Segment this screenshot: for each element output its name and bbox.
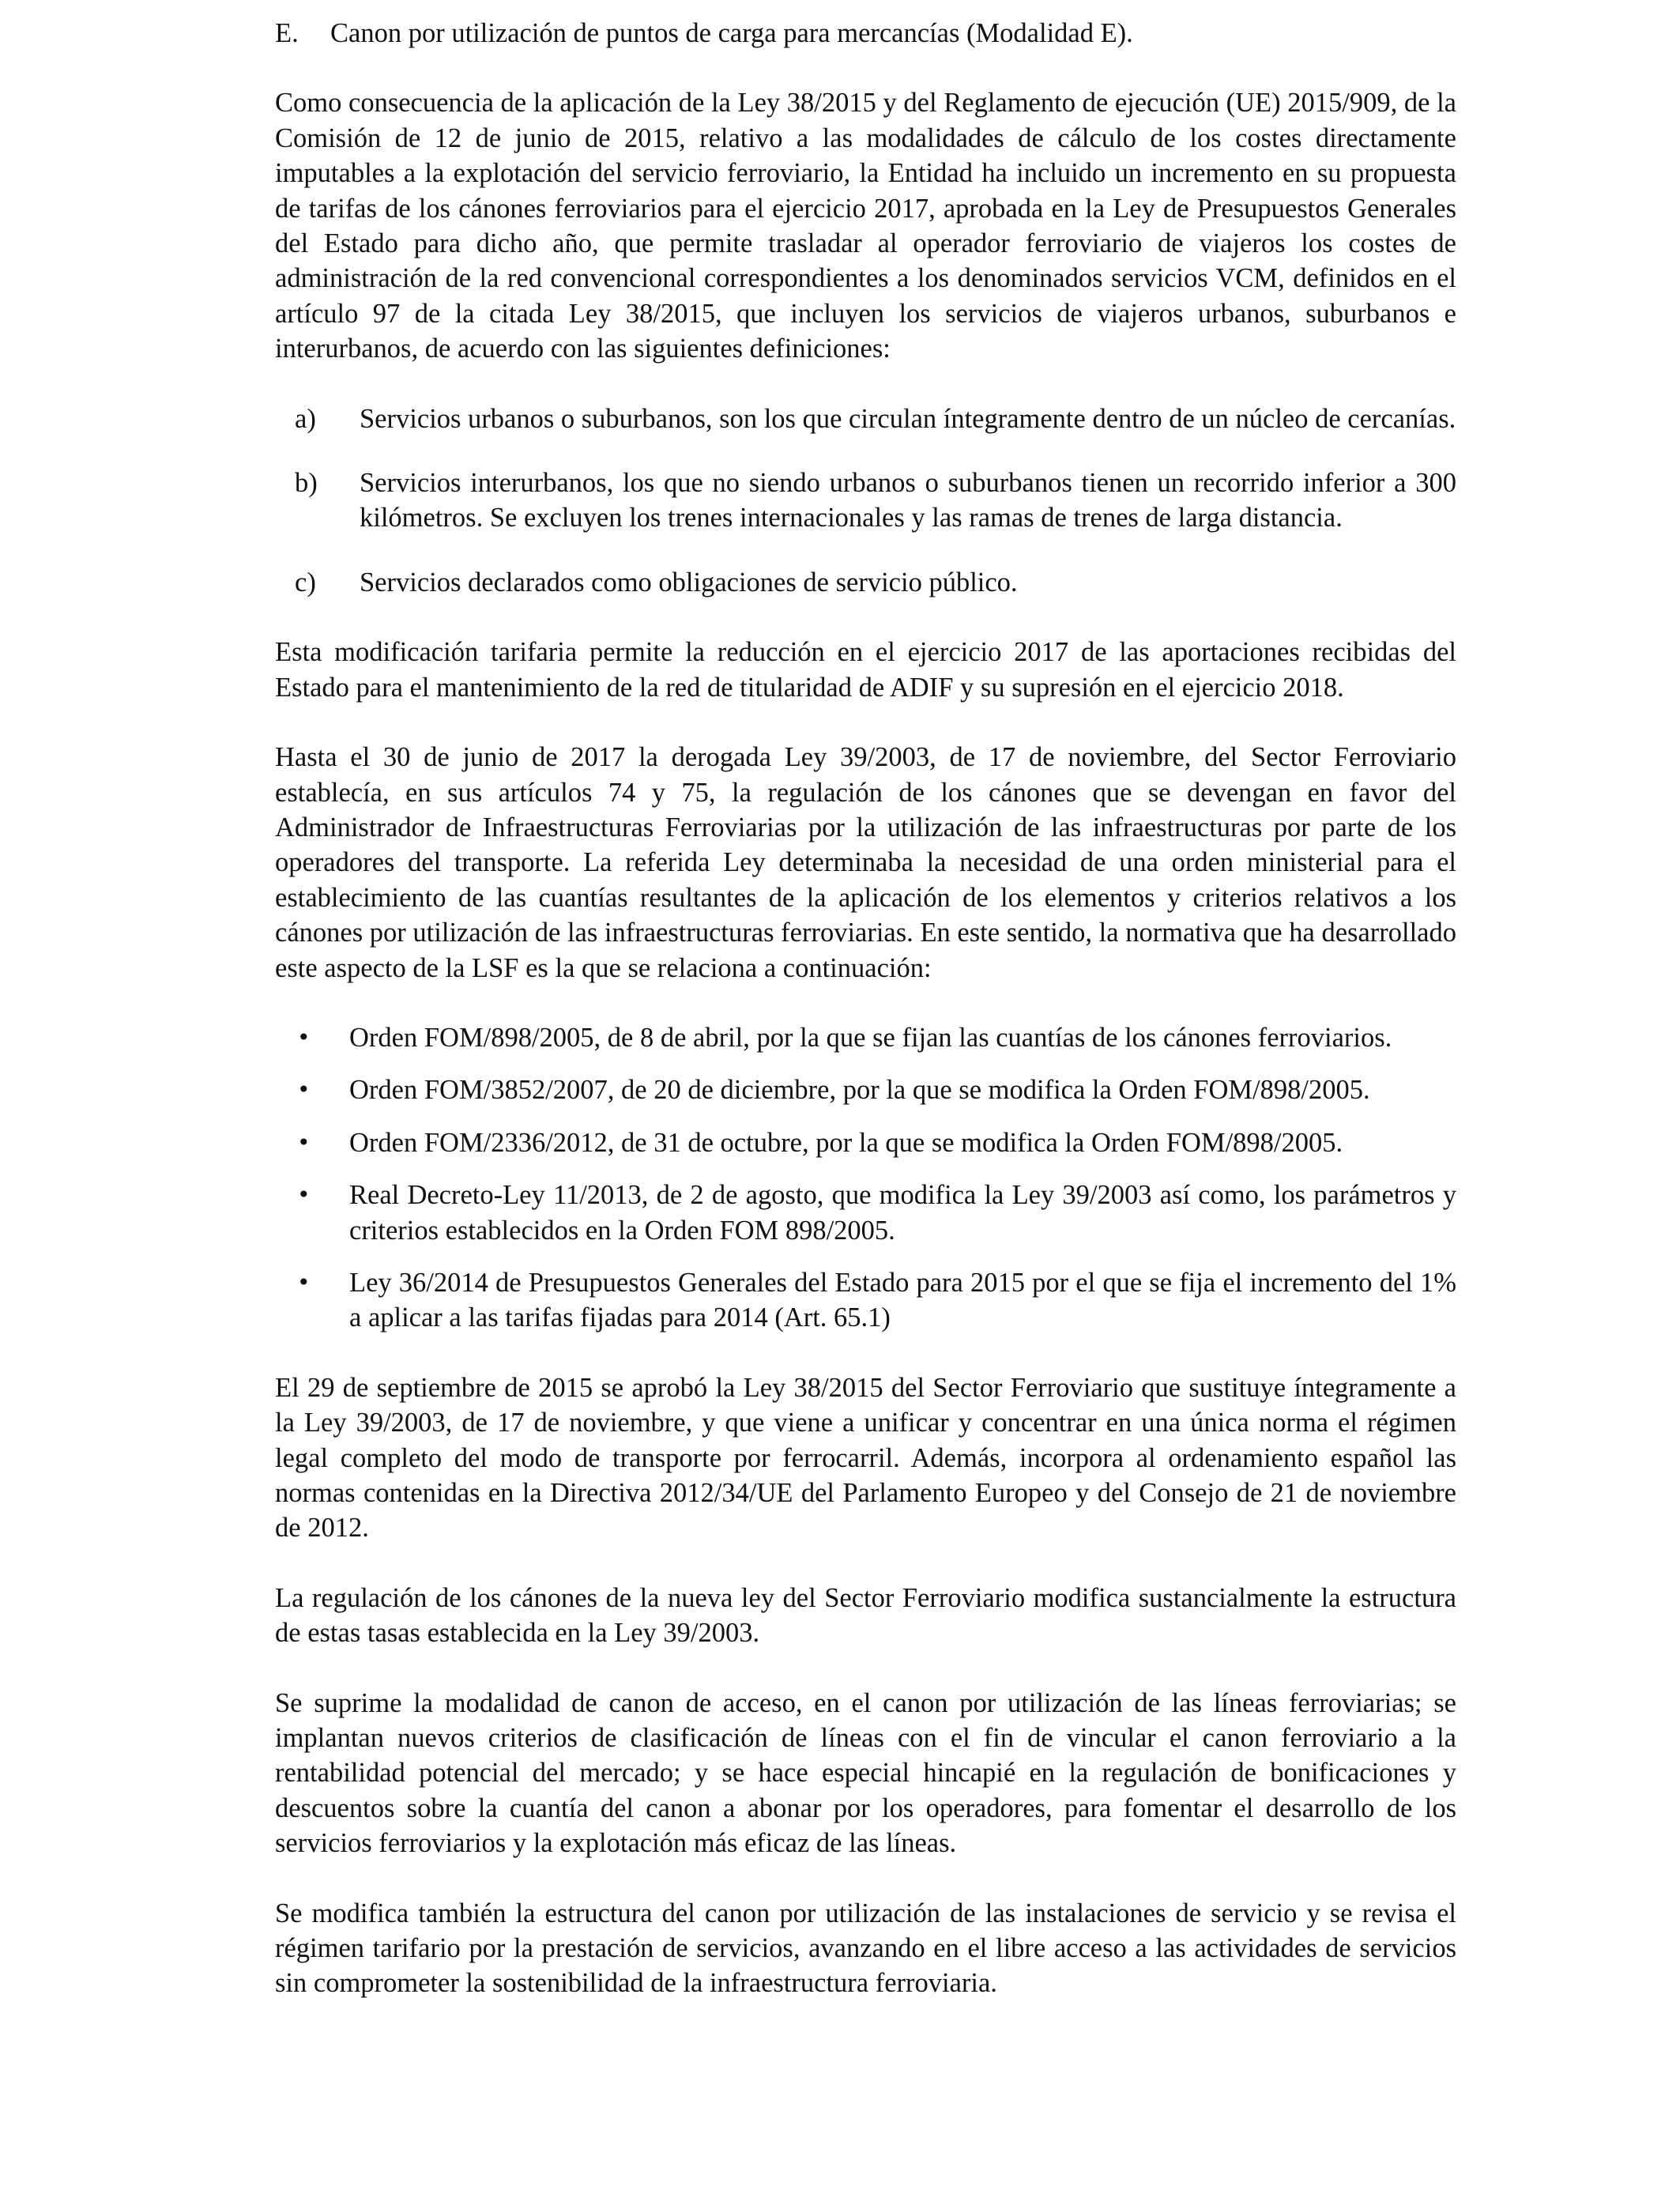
section-heading [275,16,1456,51]
list-item [275,1265,1456,1336]
list-item [275,466,1456,536]
document-page [275,16,1456,2036]
list-item-text: Ley 36/2014 de Presupuestos Generales del Estado para 2015 por el que se fija el incremento del 1% a aplicar a las tarifas fijadas para 2014 (Art. 65.1) [349,1267,1456,1333]
paragraph-ley-39-2003: Hasta el 30 de junio de 2017 la derogada Ley 39/2003, de 17 de noviembre, del Sector Ferroviario establecía, en sus artículos 74 y 75, la regulación de los cánones que se devengan en favor del Administrador de Infraestructuras Ferroviarias por la utilización de las infraestructuras por parte de los operadores del transporte. La referida Ley determinaba la necesidad de una orden ministerial para el establecimiento de las cuantías resultantes de la aplicación de los elementos y criterios relativos a los cánones por utilización de las infraestructuras ferroviarias. En este sentido, la normativa que ha desarrollado este aspecto de la LSF es la que se relaciona a continuación: [275,742,1456,983]
paragraph-canon-regulation: La regulación de los cánones de la nueva ley del Sector Ferroviario modifica sustancialmente la estructura de estas tasas establecida en la Ley 39/2003. [275,1582,1456,1649]
paragraph-service-facilities: Se modifica también la estructura del canon por utilización de las instalaciones de servicio y se revisa el régimen tarifario por la prestación de servicios, avanzando en el libre acceso a las actividades de servicios sin comprometer la sostenibilidad de la infraestructura ferroviaria. [275,1898,1456,1999]
section-letter: E. [275,18,299,48]
list-item-text: Servicios interurbanos, los que no siendo urbanos o suburbanos tienen un recorrido inferior a 300 kilómetros. Se excluyen los trenes internacionales y las ramas de trenes de larga distancia. [360,468,1456,533]
list-item [275,1020,1456,1055]
paragraph-ley-38-2015: El 29 de septiembre de 2015 se aprobó la Ley 38/2015 del Sector Ferroviario que sustituye íntegramente a la Ley 39/2003, de 17 de noviembre, y que viene a unificar y concentrar en una única norma el régimen legal completo del modo de transporte por ferrocarril. Además, incorpora al ordenamiento español las normas contenidas en la Directiva 2012/34/UE del Parlamento Europeo y del Consejo de 21 de noviembre de 2012. [275,1372,1456,1544]
list-item-text: Real Decreto-Ley 11/2013, de 2 de agosto, que modifica la Ley 39/2003 así como, los parámetros y criterios establecidos en la Orden FOM 898/2005. [349,1180,1456,1246]
list-item [275,1072,1456,1107]
definitions-list [275,401,1456,601]
section-title: Canon por utilización de puntos de carga para mercancías (Modalidad E). [330,18,1133,48]
list-item [275,1125,1456,1160]
bullet-icon: • [297,1023,311,1050]
list-item [275,1178,1456,1248]
list-item-text: Servicios declarados como obligaciones de servicio público. [360,567,1018,598]
regulations-list [275,1020,1456,1336]
list-item-text: Orden FOM/2336/2012, de 31 de octubre, por la que se modifica la Orden FOM/898/2005. [349,1127,1343,1158]
bullet-icon: • [297,1182,311,1208]
list-item-text: Orden FOM/898/2005, de 8 de abril, por la que se fijan las cuantías de los cánones ferroviarios. [349,1022,1392,1053]
paragraph-vcm-costs: Como consecuencia de la aplicación de la Ley 38/2015 y del Reglamento de ejecución (UE) 2015/909, de la Comisión de 12 de junio de 2015, relativo a las modalidades de cálculo de los costes directamente imputables a la explotación del servicio ferroviario, la Entidad ha incluido un incremento en su propuesta de tarifas de los cánones ferroviarios para el ejercicio 2017, aprobada en la Ley de Presupuestos Generales del Estado para dicho año, que permite trasladar al operador ferroviario de viajeros los costes de administración de la red convencional correspondientes a los denominados servicios VCM, definidos en el artículo 97 de la citada Ley 38/2015, que incluyen los servicios de viajeros urbanos, suburbanos e interurbanos, de acuerdo con las siguientes definiciones: [275,88,1456,364]
list-item-text: Orden FOM/3852/2007, de 20 de diciembre, por la que se modifica la Orden FOM/898/2005. [349,1075,1370,1106]
list-item [275,565,1456,600]
list-marker: b) [295,468,318,499]
bullet-icon: • [297,1129,311,1155]
paragraph-tariff-modification: Esta modificación tarifaria permite la reducción en el ejercicio 2017 de las aportaciones recibidas del Estado para el mantenimiento de la red de titularidad de ADIF y su supresión en el ejercicio 2018. [275,637,1456,703]
paragraph-access-canon: Se suprime la modalidad de canon de acceso, en el canon por utilización de las líneas ferroviarias; se implantan nuevos criterios de clasificación de líneas con el fin de vincular el canon ferroviario a la rentabilidad potencial del mercado; y se hace especial hincapié en la regulación de bonificaciones y descuentos sobre la cuantía del canon a abonar por los operadores, para fomentar el desarrollo de los servicios ferroviarios y la explotación más eficaz de las líneas. [275,1687,1456,1859]
list-marker: c) [295,567,316,598]
list-item-text: Servicios urbanos o suburbanos, son los que circulan íntegramente dentro de un núcleo de cercanías. [360,403,1456,434]
bullet-icon: • [297,1076,311,1103]
bullet-icon: • [297,1269,311,1295]
list-item [275,401,1456,436]
list-marker: a) [295,403,316,434]
